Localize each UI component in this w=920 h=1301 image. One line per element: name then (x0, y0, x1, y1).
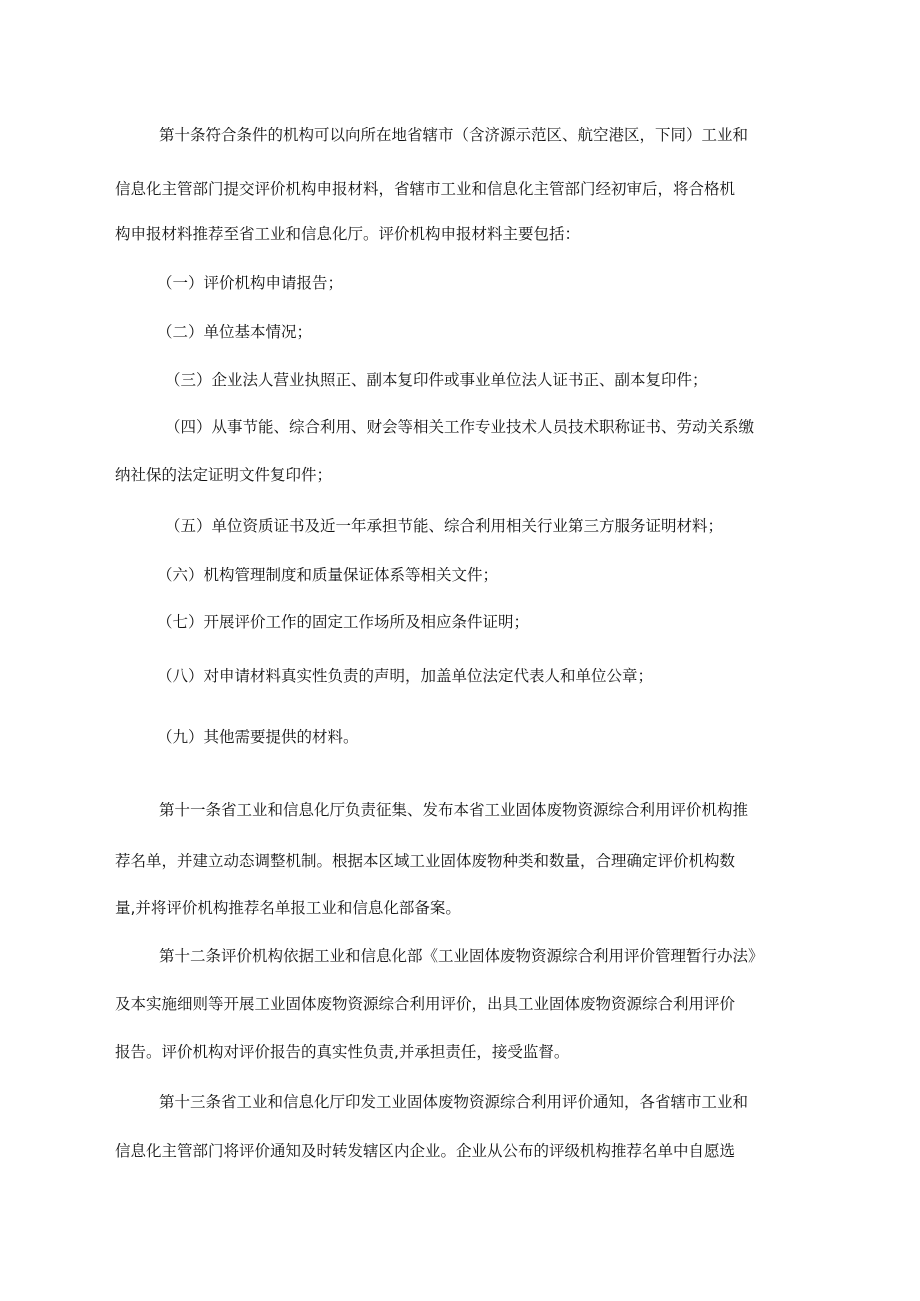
list-item-4-line-2: 纳社保的法定证明文件复印件； (115, 466, 333, 484)
list-item-3: （三）企业法人营业执照正、副本复印件或事业单位法人证书正、副本复印件； (165, 371, 708, 389)
article-12-line-3: 报告。评价机构对评价报告的真实性负责,并承担责任，接受监督。 (115, 1043, 570, 1061)
article-13-line-1: 第十三条省工业和信息化厅印发工业固体废物资源综合利用评价通知，各省辖市工业和 (159, 1093, 749, 1111)
article-12-line-1: 第十二条评价机构依据工业和信息化部《工业固体废物资源综合利用评价管理暂行办法》 (159, 947, 764, 965)
article-11-line-2: 荐名单，并建立动态调整机制。根据本区域工业固体废物种类和数量，合理确定评价机构数 (115, 852, 736, 870)
list-item-7: （七）开展评价工作的固定工作场所及相应条件证明； (157, 613, 530, 631)
article-11-line-1: 第十一条省工业和信息化厅负责征集、发布本省工业固体废物资源综合利用评价机构推 (159, 801, 749, 819)
article-11-line-3: 量,并将评价机构推荐名单报工业和信息化部备案。 (115, 899, 461, 917)
article-13-line-2: 信息化主管部门将评价通知及时转发辖区内企业。企业从公布的评级机构推荐名单中自愿选 (115, 1142, 736, 1160)
list-item-1: （一）评价机构申请报告； (157, 274, 344, 292)
list-item-5: （五）单位资质证书及近一年承担节能、综合利用相关行业第三方服务证明材料； (165, 517, 724, 535)
article-10-line-2: 信息化主管部门提交评价机构申报材料，省辖市工业和信息化主管部门经初审后，将合格机 (115, 180, 736, 198)
list-item-9: （九）其他需要提供的材料。 (157, 728, 359, 746)
list-item-4-line-1: （四）从事节能、综合利用、财会等相关工作专业技术人员技术职称证书、劳动关系缴 (165, 418, 755, 436)
article-10-line-1: 第十条符合条件的机构可以向所在地省辖市（含济源示范区、航空港区，下同）工业和 (159, 126, 749, 144)
list-item-2: （二）单位基本情况； (157, 323, 313, 341)
list-item-6: （六）机构管理制度和质量保证体系等相关文件； (157, 566, 499, 584)
article-10-line-3: 构申报材料推荐至省工业和信息化厅。评价机构申报材料主要包括： (115, 225, 581, 243)
article-12-line-2: 及本实施细则等开展工业固体废物资源综合利用评价，出具工业固体废物资源综合利用评价 (115, 995, 736, 1013)
list-item-8: （八）对申请材料真实性负责的声明，加盖单位法定代表人和单位公章； (157, 667, 654, 685)
